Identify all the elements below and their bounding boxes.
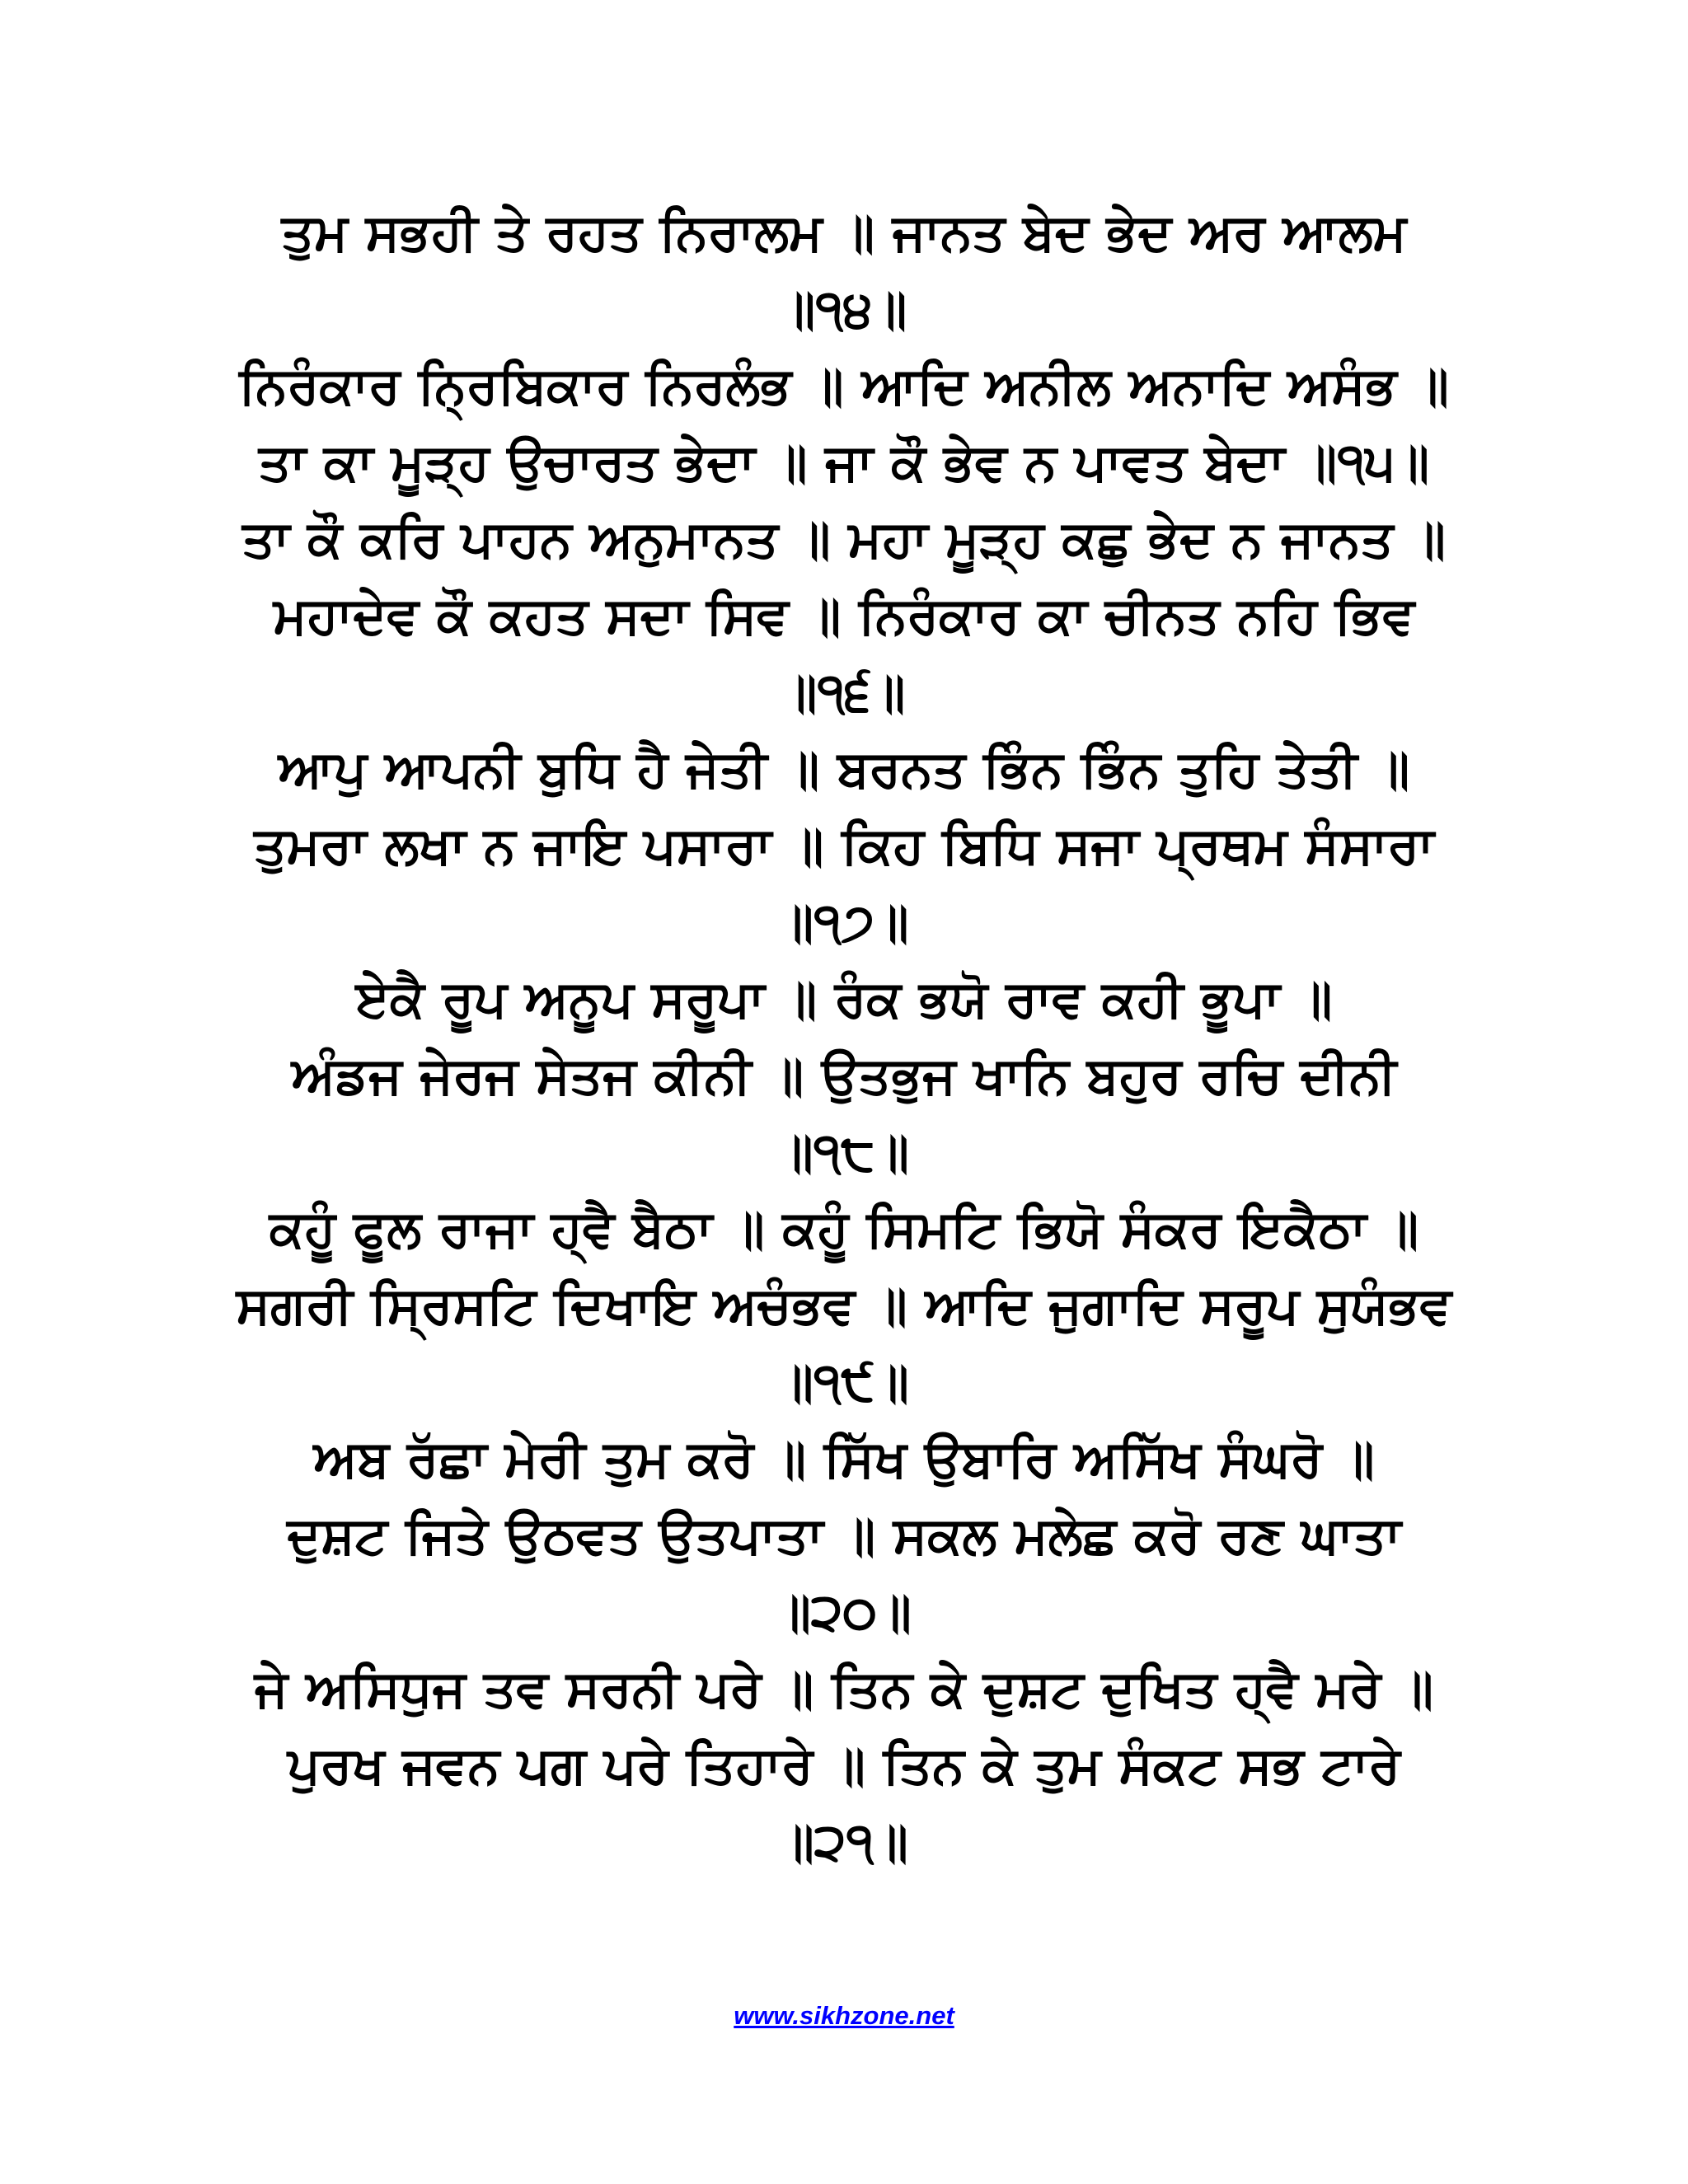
verse-line-2: ਨਿਰੰਕਾਰ ਨ੍ਰਿਬਿਕਾਰ ਨਿਰਲੰਭ ॥ ਆਦਿ ਅਨੀਲ ਅਨਾਦਿ ਅਸੰਭ ॥ xyxy=(239,355,1449,415)
verse-line-14: ਜੇ ਅਸਿਧੁਜ ਤਵ ਸਰਨੀ ਪਰੇ ॥ ਤਿਨ ਕੇ ਦੁਸ਼ਟ ਦੁਖਿਤ ਹ੍ਵੈ ਮਰੇ ॥ xyxy=(254,1658,1434,1718)
verse-number-19: ॥੧੯॥ xyxy=(779,1352,909,1412)
verse-number-18: ॥੧੮॥ xyxy=(778,1122,910,1182)
verse-line-8: ਏਕੈ ਰੂਪ ਅਨੂਪ ਸਰੂਪਾ ॥ ਰੰਕ ਭਯੋ ਰਾਵ ਕਹੀ ਭੂਪਾ ॥ xyxy=(355,968,1333,1029)
verse-line-6: ਆਪੁ ਆਪਨੀ ਬੁਧਿ ਹੈ ਜੇਤੀ ॥ ਬਰਨਤ ਭਿੰਨ ਭਿੰਨ ਤੁਹਿ ਤੇਤੀ ॥ xyxy=(278,738,1410,799)
verse-line-9: ਅੰਡਜ ਜੇਰਜ ਸੇਤਜ ਕੀਨੀ ॥ ਉਤਭੁਜ ਖਾਨਿ ਬਹੁਰ ਰਚਿ ਦੀਨੀ xyxy=(291,1045,1397,1105)
verse-line-12: ਅਬ ਰੱਛਾ ਮੇਰੀ ਤੁਮ ਕਰੋ ॥ ਸਿੱਖ ਉਬਾਰਿ ਅਸਿੱਖ ਸੰਘਰੋ ॥ xyxy=(313,1428,1375,1488)
verse-block xyxy=(165,194,1523,1880)
website-link[interactable]: www.sikhzone.net xyxy=(734,2001,954,2030)
verse-number-21: ॥੨੧॥ xyxy=(780,1811,908,1872)
verse-line-7: ਤੁਮਰਾ ਲਖਾ ਨ ਜਾਇ ਪਸਾਰਾ ॥ ਕਿਹ ਬਿਧਿ ਸਜਾ ਪ੍ਰਥਮ ਸੰਸਾਰਾ xyxy=(254,815,1434,875)
verse-line-4: ਤਾ ਕੌ ਕਰਿ ਪਾਹਨ ਅਨੁਮਾਨਤ ॥ ਮਹਾ ਮੂੜ੍ਹ ਕਛੁ ਭੇਦ ਨ ਜਾਨਤ ॥ xyxy=(242,509,1446,569)
verse-line-13: ਦੁਸ਼ਟ ਜਿਤੇ ਉਠਵਤ ਉਤਪਾਤਾ ॥ ਸਕਲ ਮਲੇਛ ਕਰੋ ਰਣ ਘਾਤਾ xyxy=(287,1505,1401,1565)
verse-line-3: ਤਾ ਕਾ ਮੂੜ੍ਹ ਉਚਾਰਤ ਭੇਦਾ ॥ ਜਾ ਕੌ ਭੇਵ ਨ ਪਾਵਤ ਬੇਦਾ ॥੧੫॥ xyxy=(258,432,1430,492)
verse-number-16: ॥੧੬॥ xyxy=(782,662,906,722)
verse-number-14: ॥੧੪॥ xyxy=(781,279,907,339)
verse-line-1: ਤੁਮ ਸਭਹੀ ਤੇ ਰਹਤ ਨਿਰਾਲਮ ॥ ਜਾਨਤ ਬੇਦ ਭੇਦ ਅਰ ਆਲਮ xyxy=(281,202,1407,262)
verse-number-17: ॥੧੭॥ xyxy=(779,892,909,952)
verse-line-11: ਸਗਰੀ ਸ੍ਰਿਸਟਿ ਦਿਖਾਇ ਅਚੰਭਵ ॥ ਆਦਿ ਜੁਗਾਦਿ ਸਰੂਪ ਸੁਯੰਭਵ xyxy=(236,1275,1452,1335)
verse-line-10: ਕਹੂੰ ਫੂਲ ਰਾਜਾ ਹ੍ਵੈ ਬੈਠਾ ॥ ਕਹੂੰ ਸਿਮਟਿ ਭਿਯੋ ਸੰਕਰ ਇਕੈਠਾ ॥ xyxy=(269,1198,1419,1258)
verse-line-5: ਮਹਾਦੇਵ ਕੌ ਕਹਤ ਸਦਾ ਸਿਵ ॥ ਨਿਰੰਕਾਰ ਕਾ ਚੀਨਤ ਨਹਿ ਭਿਵ xyxy=(273,585,1415,645)
verse-number-20: ॥੨੦॥ xyxy=(776,1582,912,1642)
verse-line-15: ਪੁਰਖ ਜਵਨ ਪਗ ਪਰੇ ਤਿਹਾਰੇ ॥ ਤਿਨ ਕੇ ਤੁਮ ਸੰਕਟ ਸਭ ਟਾਰੇ xyxy=(287,1735,1401,1795)
